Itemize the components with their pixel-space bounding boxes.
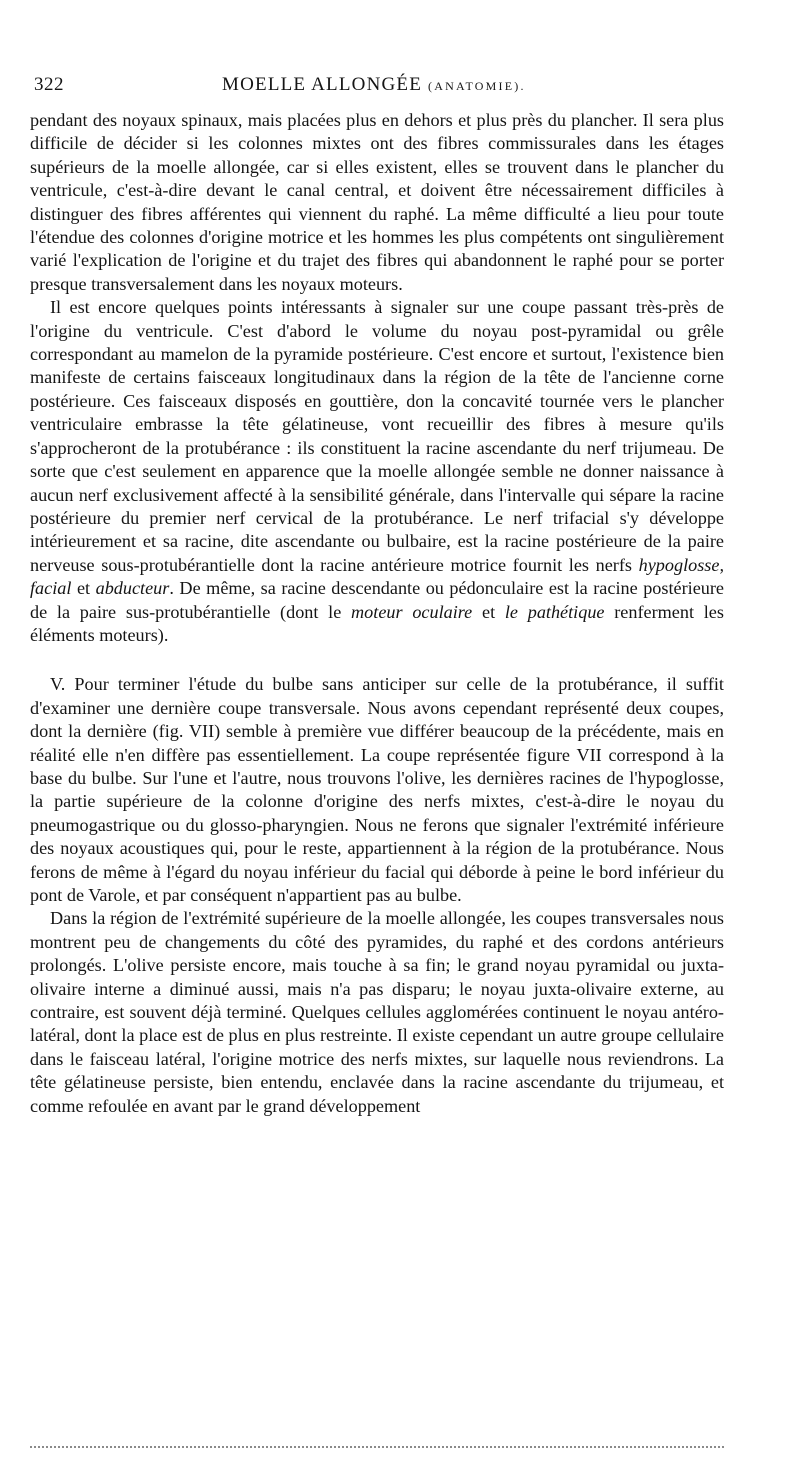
text-run: Il est encore quelques points intéressants à signaler sur une coupe passant très-près de l'origine du ventricule. C'est d'abord le volume du noyau post-pyramidal ou grêle correspondant au mamelon de la pyramide postérieure. C'est encore et surtout, l'existence bien manifeste de certains faisceaux longitudinaux dans la région de la tête de l'ancienne corne postérieure. Ces faisceaux disposés en gouttière, don la concavité tournée vers le plancher ventriculaire embrasse la tête gélatineuse, vont recueillir des fibres à mesure qu'ils s'approcheront de la protubérance : ils constituent la racine ascendante du nerf trijumeau. De sorte que c'est seulement en apparence que la moelle allongée semble ne donner naissance à aucun nerf exclusivement affecté à la sensibilité générale, dans l'intervalle qui sépare la racine postérieure du premier nerf cervical de la protubérance. Le nerf trifacial s'y développe intérieurement et sa racine, dite ascendante ou bulbaire, est la racine postérieure de la paire nerveuse sous-protubérantielle dont la racine antérieure motrice fournit les nerfs — [30, 297, 724, 575]
running-title-subtitle: (ANATOMIE). — [428, 79, 526, 93]
paragraph-gap — [30, 647, 724, 673]
page-number: 322 — [34, 74, 64, 95]
footer-dotted-rule — [30, 1446, 724, 1448]
italic-term: le pathétique — [504, 601, 605, 622]
body-text — [30, 109, 724, 1118]
text-run: V. Pour terminer l'étude du bulbe sans anticiper sur celle de la protubérance, il suffit d'examiner une dernière coupe transversale. Nous avons cependant représenté deux coupes, dont la dernière (fig. VII) semble à première vue différer beaucoup de la précédente, mais en réalité elle n'en diffère pas essentiellement. La coupe représentée figure VII correspond à la base du bulbe. Sur l'une et l'autre, nous trouvons l'olive, les dernières racines de l'hypoglosse, la partie supérieure de la colonne d'origine des nerfs mixtes, c'est-à-dire le noyau du pneumogastrique ou du glosso-pharyngien. Nous ne ferons que signaler l'extrémité inférieure des noyaux acoustiques qui, pour le reste, appartiennent à la région de la protubérance. Nous ferons de même à l'égard du noyau inférieur du facial qui déborde à peine le bord inférieur du pont de Varole, et par conséquent n'appartient pas au bulbe. — [30, 674, 724, 905]
paragraph-origin-ventricle — [30, 296, 724, 647]
paragraph-upper-extremity — [30, 907, 724, 1118]
text-run: . De même, sa racine descendante ou pédonculaire est la racine postérieure de la paire sus-protubérantielle (dont le — [30, 578, 724, 622]
text-run: renferment les éléments moteurs). — [30, 601, 724, 645]
italic-term: hypoglosse, facial — [30, 554, 724, 599]
paragraph-section-v — [30, 673, 724, 907]
italic-term: abducteur — [95, 578, 170, 599]
running-title — [222, 74, 526, 96]
running-header — [30, 74, 734, 100]
running-title-main: MOELLE ALLONGÉE — [222, 74, 423, 95]
text-run: pendant des noyaux spinaux, mais placées plus en dehors et plus près du plancher. Il sera plus difficile de décider si les colonnes mixtes ont des fibres commissurales dans les étages supérieurs de la moelle allongée, car si elles existent, elles se trouvent dans le plancher du ventricule, c'est-à-dire devant le canal central, et doivent être nécessairement difficiles à distinguer des fibres afférentes qui viennent du raphé. La même difficulté a lieu pour toute l'étendue des colonnes d'origine motrice et les hommes les plus compétents ont singulièrement varié l'explication de l'origine et du trajet des fibres qui abandonnent le raphé pour se porter presque transversalement dans les noyaux moteurs. — [30, 110, 724, 294]
text-run: et — [472, 601, 505, 622]
italic-term: moteur oculaire — [351, 601, 473, 622]
text-run: et — [71, 578, 96, 599]
text-run: Dans la région de l'extrémité supérieure de la moelle allongée, les coupes transversales nous montrent peu de changements du côté des pyramides, du raphé et des cordons antérieurs prolongés. L'olive persiste encore, mais touche à sa fin; le grand noyau pyramidal ou juxta-olivaire interne a diminué aussi, mais n'a pas disparu; le noyau juxta-olivaire externe, au contraire, est souvent déjà terminé. Quelques cellules agglomérées continuent le noyau antéro-latéral, dont la place est de plus en plus restreinte. Il existe cependant un autre groupe cellulaire dans le faisceau latéral, l'origine motrice des nerfs mixtes, sur laquelle nous reviendrons. La tête gélatineuse persiste, bien entendu, enclavée dans la racine ascendante du trijumeau, et comme refoulée en avant par le grand développement — [30, 908, 724, 1116]
paragraph-continuation — [30, 109, 724, 296]
